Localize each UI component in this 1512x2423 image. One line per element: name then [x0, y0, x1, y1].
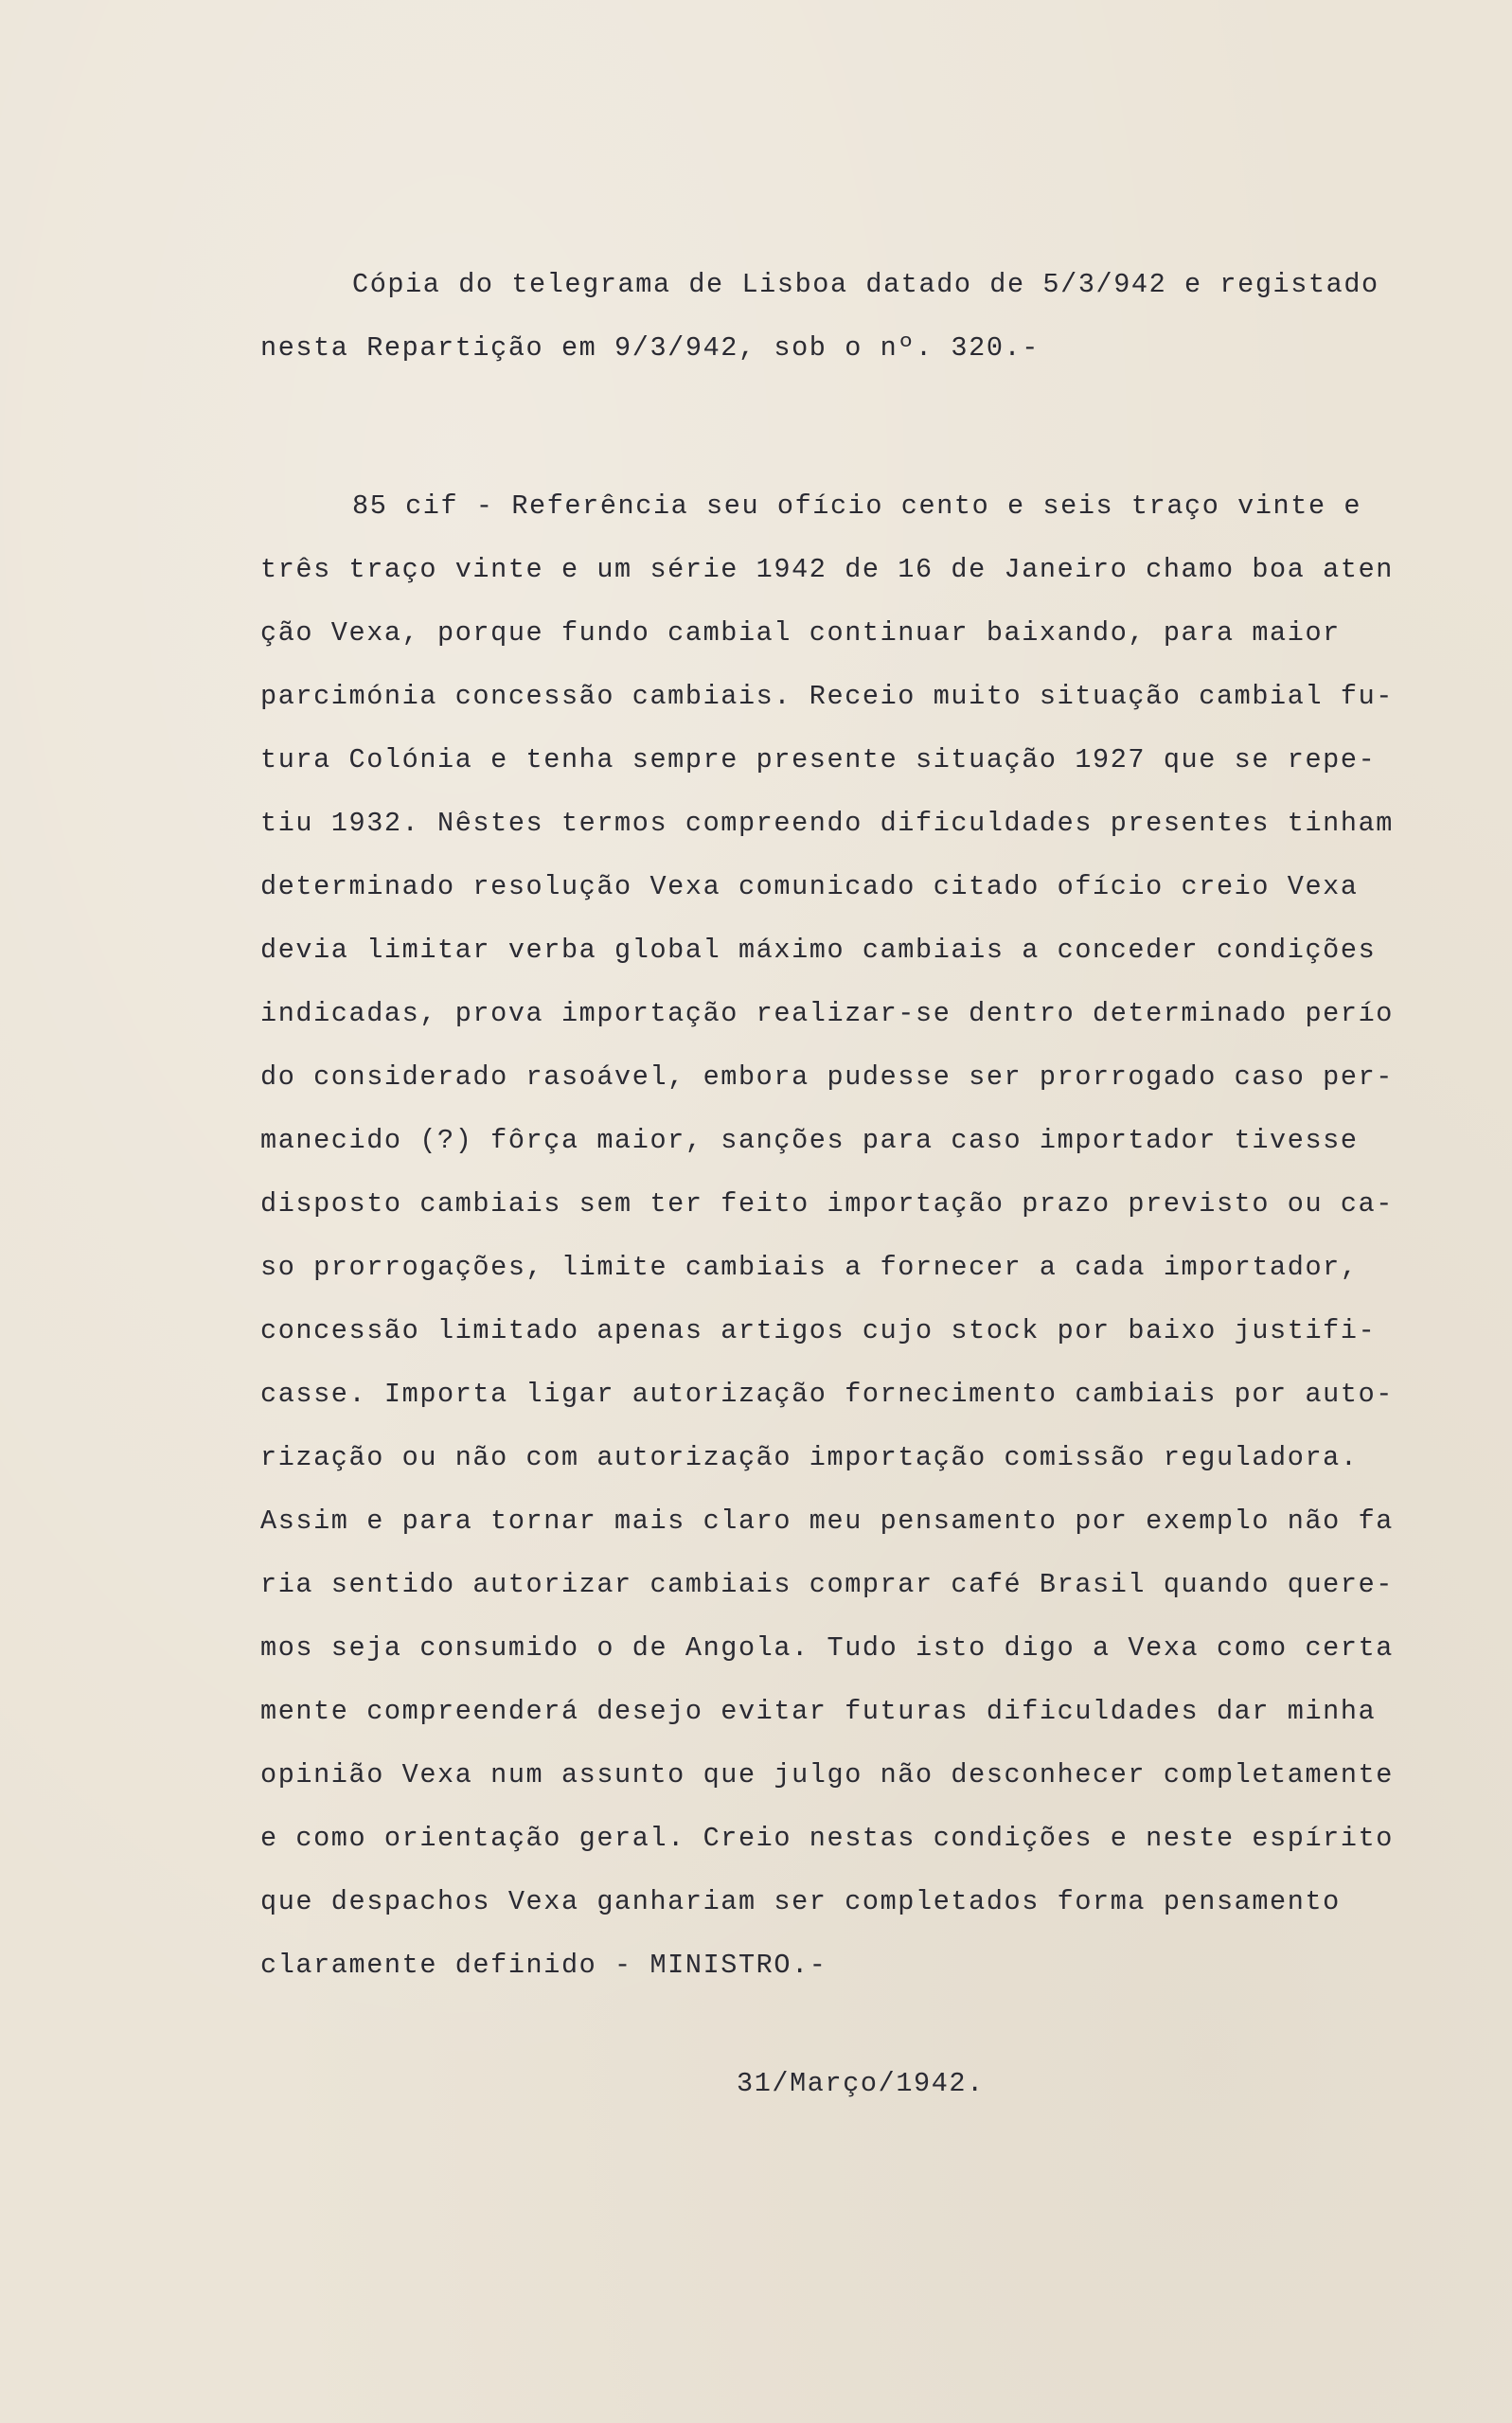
body-line: tiu 1932. Nêstes termos compreendo dificuldades presentes tinham	[260, 808, 1394, 839]
body-line: do considerado rasoável, embora pudesse ser prorrogado caso per-	[260, 1061, 1394, 1093]
body-line: três traço vinte e um série 1942 de 16 de Janeiro chamo boa aten	[260, 554, 1394, 585]
body-line: ria sentido autorizar cambiais comprar café Brasil quando quere-	[260, 1569, 1394, 1600]
body-line: so prorrogações, limite cambiais a fornecer a cada importador,	[260, 1252, 1359, 1283]
body-line: 85 cif - Referência seu ofício cento e seis traço vinte e	[352, 490, 1362, 522]
body-line: mente compreenderá desejo evitar futuras dificuldades dar minha	[260, 1696, 1377, 1727]
document-date: 31/Março/1942.	[737, 2067, 985, 2099]
body-line: disposto cambiais sem ter feito importação prazo previsto ou ca-	[260, 1188, 1394, 1220]
body-line: devia limitar verba global máximo cambiais a conceder condições	[260, 935, 1377, 966]
body-line: determinado resolução Vexa comunicado citado ofício creio Vexa	[260, 871, 1359, 902]
header-line: nesta Repartição em 9/3/942, sob o nº. 320.-	[260, 332, 1040, 364]
body-line: opinião Vexa num assunto que julgo não desconhecer completamente	[260, 1759, 1394, 1791]
header-line: Cópia do telegrama de Lisboa datado de 5/3/942 e registado	[352, 269, 1379, 300]
body-line: tura Colónia e tenha sempre presente situação 1927 que se repe-	[260, 744, 1377, 775]
body-line: Assim e para tornar mais claro meu pensamento por exemplo não fa	[260, 1505, 1394, 1537]
body-line: ção Vexa, porque fundo cambial continuar baixando, para maior	[260, 617, 1341, 649]
body-line: concessão limitado apenas artigos cujo stock por baixo justifi-	[260, 1315, 1377, 1346]
body-line: que despachos Vexa ganhariam ser completados forma pensamento	[260, 1886, 1341, 1917]
body-line: indicadas, prova importação realizar-se dentro determinado perío	[260, 998, 1394, 1029]
body-line: rização ou não com autorização importação comissão reguladora.	[260, 1442, 1359, 1473]
body-line: claramente definido - MINISTRO.-	[260, 1950, 827, 1981]
body-line: parcimónia concessão cambiais. Receio muito situação cambial fu-	[260, 681, 1394, 712]
body-line: mos seja consumido o de Angola. Tudo isto digo a Vexa como certa	[260, 1632, 1394, 1664]
body-line: casse. Importa ligar autorização fornecimento cambiais por auto-	[260, 1379, 1394, 1410]
body-line: manecido (?) fôrça maior, sanções para caso importador tivesse	[260, 1125, 1359, 1156]
body-line: e como orientação geral. Creio nestas condições e neste espírito	[260, 1823, 1394, 1854]
